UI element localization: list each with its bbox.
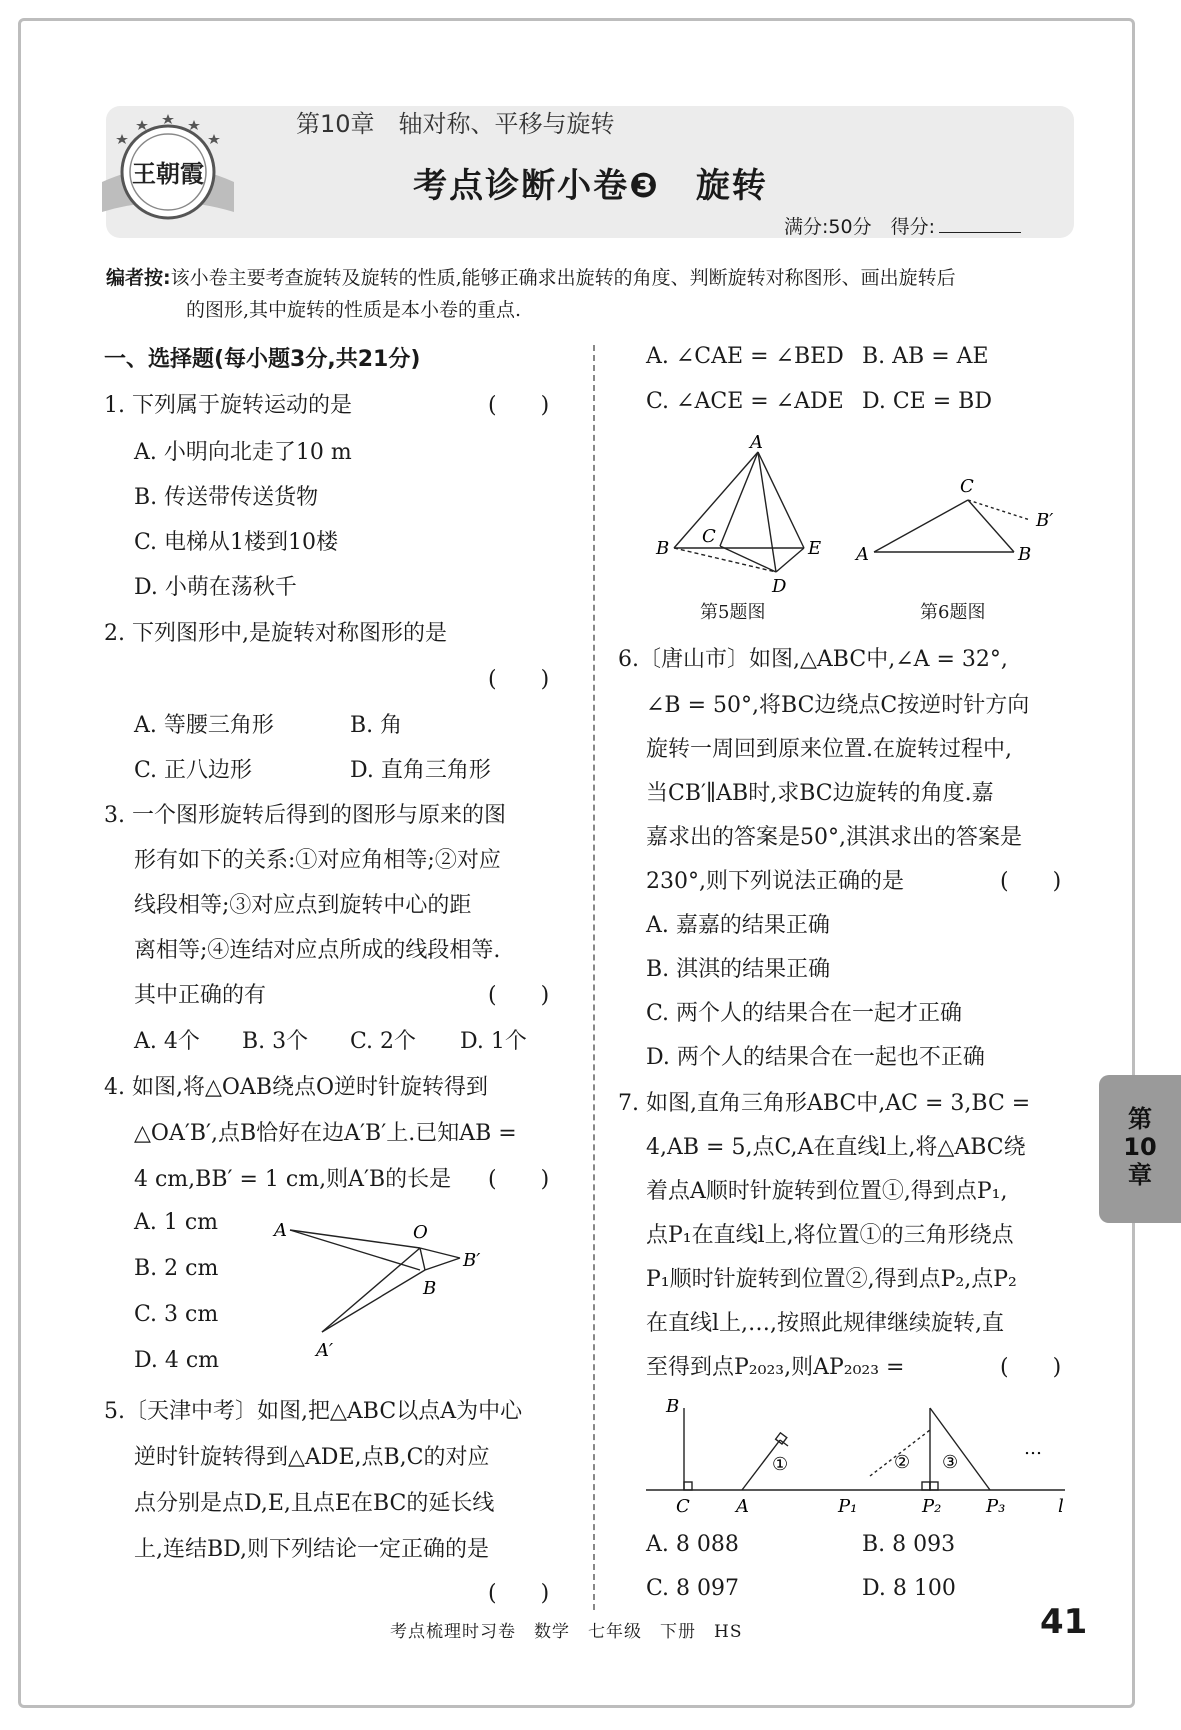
q7-option-c[interactable]: C. 8 097	[646, 1576, 740, 1601]
q3-stem-5: 其中正确的有	[134, 983, 267, 1008]
q6-stem-3: 旋转一周回到原来位置.在旋转过程中,	[646, 737, 1012, 762]
q6-option-a[interactable]: A. 嘉嘉的结果正确	[646, 913, 830, 938]
chapter-title: 第10章 轴对称、平移与旋转	[296, 110, 615, 138]
q5-label-c: C	[702, 526, 716, 547]
score-line	[784, 212, 1021, 239]
editor-note	[106, 262, 1081, 326]
q6-stem-1: 6.〔唐山市〕如图,△ABC中,∠A = 32°,	[618, 647, 1008, 672]
q5-option-b[interactable]: B. AB = AE	[862, 344, 989, 369]
q4-option-b[interactable]: B. 2 cm	[134, 1256, 219, 1281]
q5-label-b: B	[656, 538, 670, 559]
q1-option-b[interactable]: B. 传送带传送货物	[134, 485, 319, 510]
page-title: 考点诊断小卷❸ 旋转	[413, 166, 768, 206]
q5-caption: 第5题图	[700, 602, 766, 623]
q6-option-c[interactable]: C. 两个人的结果合在一起才正确	[646, 1001, 963, 1026]
q7-label-p2: P₂	[922, 1496, 942, 1517]
q7-label-pos1: ①	[772, 1454, 789, 1475]
q4-option-c[interactable]: C. 3 cm	[134, 1302, 219, 1327]
q3-stem-3: 线段相等;③对应点到旋转中心的距	[134, 893, 472, 918]
q5-stem-1: 5.〔天津中考〕如图,把△ABC以点A为中心	[104, 1399, 523, 1424]
q5-stem-4: 上,连结BD,则下列结论一定正确的是	[134, 1537, 490, 1562]
q5-stem-2: 逆时针旋转得到△ADE,点B,C的对应	[134, 1445, 490, 1470]
q7-label-ellipsis: …	[1024, 1438, 1042, 1459]
q3-stem-1: 3. 一个图形旋转后得到的图形与原来的图	[104, 803, 506, 828]
note-text-1: 该小卷主要考查旋转及旋转的性质,能够正确求出旋转的角度、判断旋转对称图形、画出旋转后	[170, 267, 956, 289]
q1-answer-paren[interactable]: ( )	[488, 393, 550, 418]
score-label: 满分:50分 得分:	[784, 216, 935, 238]
q6-label-b-prime: B′	[1036, 510, 1054, 531]
q6-answer-paren[interactable]: ( )	[1000, 869, 1062, 894]
q6-stem-4: 当CB′∥AB时,求BC边旋转的角度.嘉	[646, 781, 994, 806]
q7-label-c: C	[676, 1496, 690, 1517]
q5-option-c[interactable]: C. ∠ACE = ∠ADE	[646, 389, 844, 414]
q5-stem-3: 点分别是点D,E,且点E在BC的延长线	[134, 1491, 495, 1516]
q6-label-b: B	[1018, 544, 1032, 565]
q5-figure	[650, 430, 830, 600]
logo-text: 王朝霞	[132, 159, 204, 188]
score-blank[interactable]	[939, 232, 1021, 233]
q7-option-b[interactable]: B. 8 093	[862, 1532, 956, 1557]
q4-stem-3: 4 cm,BB′ = 1 cm,则A′B的长是	[134, 1167, 452, 1192]
q3-stem-2: 形有如下的关系:①对应角相等;②对应	[134, 848, 501, 873]
q5-option-d[interactable]: D. CE = BD	[862, 389, 992, 414]
q7-stem-6: 在直线l上,…,按照此规律继续旋转,直	[646, 1311, 1005, 1336]
q4-figure	[270, 1214, 500, 1364]
q5-label-a: A	[750, 432, 763, 453]
note-text-2: 的图形,其中旋转的性质是本小卷的重点.	[186, 299, 522, 321]
note-label: 编者按:	[106, 267, 171, 289]
column-divider	[593, 345, 595, 1610]
q4-label-b: B	[423, 1278, 437, 1299]
q6-label-a: A	[856, 544, 869, 565]
q7-label-a: A	[736, 1496, 749, 1517]
q1-stem: 1. 下列属于旋转运动的是	[104, 393, 352, 418]
q6-figure	[850, 470, 1070, 580]
q2-answer-paren[interactable]: ( )	[488, 667, 550, 692]
section-heading: 一、选择题(每小题3分,共21分)	[104, 347, 421, 372]
q6-stem-5: 嘉求出的答案是50°,淇淇求出的答案是	[646, 825, 1022, 850]
q3-option-a[interactable]: A. 4个	[134, 1029, 200, 1054]
q7-stem-7: 至得到点P₂₀₂₃,则AP₂₀₂₃ =	[646, 1355, 905, 1380]
q5-label-e: E	[808, 538, 822, 559]
q4-label-o: O	[413, 1222, 428, 1243]
q3-option-c[interactable]: C. 2个	[350, 1029, 417, 1054]
q6-stem-2: ∠B = 50°,将BC边绕点C按逆时针方向	[646, 693, 1030, 718]
footer-text: 考点梳理时习卷 数学 七年级 下册 HS	[390, 1622, 743, 1642]
q3-answer-paren[interactable]: ( )	[488, 983, 550, 1008]
q3-option-b[interactable]: B. 3个	[242, 1029, 309, 1054]
q2-option-a[interactable]: A. 等腰三角形	[134, 713, 274, 738]
q6-option-d[interactable]: D. 两个人的结果合在一起也不正确	[646, 1045, 985, 1070]
side-tab-line-2: 10	[1123, 1133, 1157, 1161]
q2-option-c[interactable]: C. 正八边形	[134, 758, 253, 783]
q6-caption: 第6题图	[920, 602, 986, 623]
q3-option-d[interactable]: D. 1个	[460, 1029, 527, 1054]
q4-label-a-prime: A′	[316, 1340, 334, 1361]
q4-option-a[interactable]: A. 1 cm	[134, 1210, 219, 1235]
q7-stem-3: 着点A顺时针旋转到位置①,得到点P₁,	[646, 1179, 1008, 1204]
q7-stem-5: P₁顺时针旋转到位置②,得到点P₂,点P₂	[646, 1267, 1017, 1292]
q7-stem-2: 4,AB = 5,点C,A在直线l上,将△ABC绕	[646, 1135, 1026, 1160]
q6-stem-6: 230°,则下列说法正确的是	[646, 869, 904, 894]
q4-label-b-prime: B′	[463, 1250, 481, 1271]
q4-stem-1: 4. 如图,将△OAB绕点O逆时针旋转得到	[104, 1075, 489, 1100]
q4-label-a: A	[274, 1220, 287, 1241]
q7-option-a[interactable]: A. 8 088	[646, 1532, 739, 1557]
q5-option-a[interactable]: A. ∠CAE = ∠BED	[646, 344, 844, 369]
q6-label-c: C	[960, 476, 974, 497]
chapter-side-tab	[1099, 1075, 1181, 1223]
q7-label-b: B	[666, 1396, 680, 1417]
q3-stem-4: 离相等;④连结对应点所成的线段相等.	[134, 938, 501, 963]
q7-label-p3: P₃	[986, 1496, 1006, 1517]
q1-option-a[interactable]: A. 小明向北走了10 m	[134, 440, 352, 465]
q7-stem-4: 点P₁在直线l上,将位置①的三角形绕点	[646, 1223, 1014, 1248]
q2-option-b[interactable]: B. 角	[350, 713, 403, 738]
q2-stem: 2. 下列图形中,是旋转对称图形的是	[104, 621, 447, 646]
q7-label-p1: P₁	[838, 1496, 858, 1517]
page-number: 41	[1040, 1602, 1088, 1642]
q5-label-d: D	[772, 576, 787, 597]
side-tab-line-1: 第	[1128, 1105, 1152, 1133]
q1-option-c[interactable]: C. 电梯从1楼到10楼	[134, 530, 339, 555]
side-tab-line-3: 章	[1128, 1161, 1152, 1189]
q4-answer-paren[interactable]: ( )	[488, 1167, 550, 1192]
q5-answer-paren[interactable]: ( )	[488, 1581, 550, 1606]
q1-option-d[interactable]: D. 小萌在荡秋千	[134, 575, 297, 600]
q7-option-d[interactable]: D. 8 100	[862, 1576, 956, 1601]
q4-option-d[interactable]: D. 4 cm	[134, 1348, 220, 1373]
q7-label-pos2: ②	[894, 1452, 911, 1473]
q4-stem-2: △OA′B′,点B恰好在边A′B′上.已知AB =	[134, 1121, 517, 1146]
q6-option-b[interactable]: B. 淇淇的结果正确	[646, 957, 831, 982]
q7-figure	[640, 1390, 1080, 1520]
q7-label-l: l	[1058, 1496, 1064, 1517]
q7-stem-1: 7. 如图,直角三角形ABC中,AC = 3,BC =	[618, 1091, 1031, 1116]
q7-answer-paren[interactable]: ( )	[1000, 1355, 1062, 1380]
q2-option-d[interactable]: D. 直角三角形	[350, 758, 491, 783]
q7-label-pos3: ③	[942, 1452, 959, 1473]
